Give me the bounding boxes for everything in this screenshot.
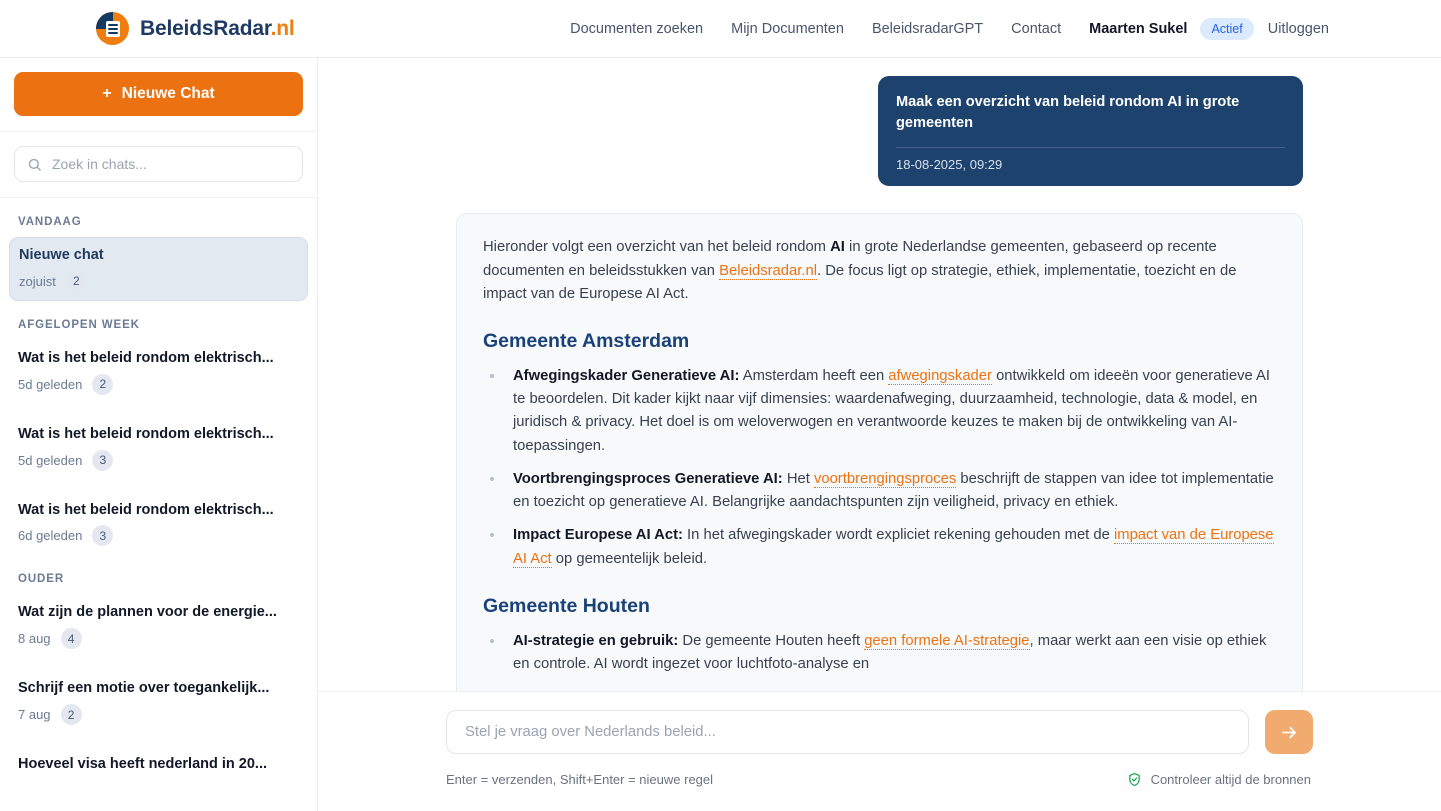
bullet-term: AI-strategie en gebruik: (513, 632, 679, 649)
chat-item-count: 2 (92, 374, 113, 395)
chat-list-item[interactable] (9, 237, 308, 301)
search-box[interactable] (14, 146, 303, 182)
top-navigation-bar (0, 0, 1441, 58)
nav-item-mijn-documenten[interactable]: Mijn Documenten (731, 20, 844, 37)
bullet-item (505, 365, 1276, 458)
brand-name-tld: .nl (270, 16, 295, 40)
nav-item-documenten-zoeken[interactable]: Documenten zoeken (570, 20, 704, 37)
chat-list-item[interactable] (9, 492, 308, 556)
chat-item-time: 5d geleden (18, 376, 83, 392)
chat-item-time: 5d geleden (18, 452, 83, 468)
chat-list-item[interactable] (9, 670, 308, 734)
chat-history-list[interactable] (0, 198, 317, 811)
user-name[interactable]: Maarten Sukel (1089, 20, 1188, 37)
composer-row (446, 710, 1313, 754)
chat-item-title: Hoeveel visa heeft nederland in 20... (18, 756, 268, 773)
search-input[interactable] (52, 156, 290, 172)
chat-list-item[interactable] (9, 594, 308, 658)
chat-item-count: 3 (92, 525, 113, 546)
bullet-post: , maar werkt aan een visie op ethiek en controle. AI wordt ingezet voor luchtfoto-analyse en (513, 632, 1267, 672)
brand-logo[interactable] (0, 12, 295, 45)
bullet-pre: Het (782, 470, 814, 487)
nav-item-contact[interactable]: Contact (1011, 20, 1062, 37)
shield-check-icon (1127, 772, 1142, 787)
source-link-afwegingskader[interactable]: afwegingskader (888, 367, 992, 384)
chat-item-meta (18, 525, 299, 546)
chat-item-meta (18, 374, 299, 395)
bullet-item (505, 468, 1276, 514)
new-chat-button[interactable] (14, 72, 303, 116)
source-link-voortbrengingsproces[interactable]: voortbrengingsproces (813, 470, 957, 487)
intro-part-3: . De focus ligt op strategie, ethiek, implementatie, toezicht en de impact van de Europese AI Act. (483, 262, 1237, 302)
section-heading-amsterdam: Gemeente Amsterdam (483, 329, 690, 352)
assistant-message-card (456, 213, 1303, 691)
chat-item-title: Wat is het beleid rondom elektrisch... (18, 425, 274, 442)
document-radar-logo-icon (96, 12, 129, 45)
chat-item-time: zojuist (19, 273, 56, 289)
chat-item-title: Wat is het beleid rondom elektrisch... (18, 501, 274, 518)
assistant-intro-paragraph (483, 236, 1276, 306)
chat-item-count: 3 (92, 450, 113, 471)
logout-link[interactable]: Uitloggen (1267, 20, 1329, 37)
bullet-item (505, 630, 1276, 676)
section-heading-houten: Gemeente Houten (483, 594, 650, 617)
status-badge: Actief (1200, 18, 1253, 40)
chat-item-count: 4 (61, 628, 82, 649)
bullet-term: Voortbrengingsproces Generatieve AI: (513, 470, 783, 487)
main-content (318, 58, 1441, 811)
conversation-scroll-area[interactable] (318, 58, 1441, 691)
chat-item-meta (19, 271, 298, 292)
main-nav (570, 18, 1343, 40)
intro-part-1: Hieronder volgt een overzicht van het beleid rondom (483, 239, 831, 256)
user-message-text: Maak een overzicht van beleid rondom AI in grote gemeenten (896, 94, 1240, 132)
section-bullet-list-amsterdam (483, 365, 1276, 571)
group-label-vandaag: VANDAAG (18, 216, 82, 228)
nav-item-beleidsradar-gpt[interactable]: BeleidsradarGPT (871, 20, 984, 37)
search-icon (27, 157, 42, 172)
source-link-ai-act[interactable]: impact van de Europese AI Act (513, 527, 1274, 567)
chat-item-count: 2 (61, 704, 82, 725)
brand-name (140, 17, 295, 41)
bullet-term: Impact Europese AI Act: (513, 527, 683, 544)
group-label-ouder: OUDER (18, 573, 65, 586)
new-chat-section (0, 58, 317, 132)
chat-item-time: 8 aug (18, 631, 51, 647)
source-link-geen-formele-ai-strategie[interactable]: geen formele AI-strategie (864, 632, 1030, 649)
brand-name-main: BeleidsRadar (140, 16, 271, 40)
plus-icon: + (102, 85, 112, 102)
user-message-bubble (878, 76, 1303, 186)
bullet-post: ontwikkeld om ideeën voor generatieve AI te beoordelen. Dit kader kijkt naar vijf dimensies: waardenafweging, duurzaamheid, technologie, data & model, en juridisch & privacy. Het doel is om weloverwogen en verantwoorde keuzes te maken bij de ontwikkeling van AI-toepassingen. (513, 367, 1270, 454)
bullet-term: Afwegingskader Generatieve AI: (513, 367, 740, 384)
sources-disclaimer (1127, 772, 1311, 787)
chat-item-title: Wat zijn de plannen voor de energie... (18, 604, 277, 621)
sources-disclaimer-text: Controleer altijd de bronnen (1150, 772, 1311, 787)
chat-item-meta (18, 450, 299, 471)
chat-item-title: Wat is het beleid rondom elektrisch... (18, 349, 274, 366)
bullet-post: op gemeentelijk beleid. (551, 550, 708, 567)
composer-area (318, 691, 1441, 811)
chat-item-meta (18, 704, 299, 725)
composer-footer (446, 772, 1313, 787)
chat-item-title: Nieuwe chat (19, 247, 104, 263)
group-label-afgelopen-week: AFGELOPEN WEEK (18, 318, 140, 331)
chat-item-meta (18, 628, 299, 649)
section-bullet-list-houten (483, 630, 1276, 676)
bullet-pre: De gemeente Houten heeft (678, 632, 865, 649)
chat-list-item[interactable] (9, 746, 308, 783)
keyboard-hint: Enter = verzenden, Shift+Enter = nieuwe regel (446, 772, 714, 787)
send-button[interactable] (1265, 710, 1313, 754)
bullet-post: beschrijft de stappen van idee tot implementatie en toezicht op generatieve AI. Belangrijke aandachtspunten zijn veiligheid, privacy en ethiek. (513, 470, 1274, 511)
user-message-timestamp: 18-08-2025, 09:29 (896, 157, 1003, 173)
chat-item-time: 7 aug (18, 707, 51, 723)
chat-list-item[interactable] (9, 416, 308, 480)
chat-list-item[interactable] (9, 340, 308, 404)
chat-item-time: 6d geleden (18, 528, 83, 544)
search-section (0, 132, 317, 198)
intro-part-2: in grote Nederlandse gemeenten, gebaseerd op recente documenten en beleidsstukken van (483, 239, 1217, 279)
arrow-right-icon (1280, 723, 1299, 742)
sidebar (0, 58, 318, 811)
chat-item-title: Schrijf een motie over toegankelijk... (18, 680, 270, 697)
new-chat-button-label: Nieuwe Chat (121, 85, 215, 102)
bullet-pre: Amsterdam heeft een (739, 367, 889, 384)
chat-item-count: 2 (66, 271, 87, 292)
source-link-beleidsradar[interactable]: Beleidsradar.nl (719, 262, 817, 279)
body-layout (0, 58, 1441, 811)
bullet-pre: In het afwegingskader wordt expliciet rekening gehouden met de (682, 527, 1114, 544)
message-input[interactable] (446, 710, 1249, 754)
message-divider (896, 147, 1285, 148)
bullet-item (505, 524, 1276, 570)
intro-bold-ai: AI (830, 239, 845, 256)
